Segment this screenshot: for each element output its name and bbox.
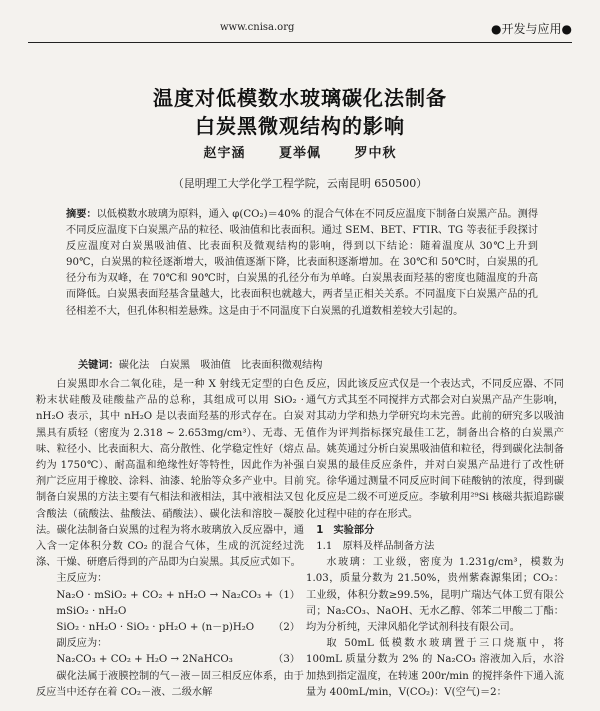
equation-1: [36, 588, 304, 620]
abstract-text: 以低模数水玻璃为原料，通入 φ(CO₂)＝40% 的混合气体在不同反应温度下制备白炭黑产品。测得不同反应温度下白炭黑产品的粒径、吸油值和比表面积。通过 SEM、BET、FTIR、TG 等表征手段探讨反应温度对白炭黑吸油值、比表面积及微观结构的影响，得到以下结论：随着温度从 30℃上升到 90℃，白炭黑的粒径逐渐增大，吸油值逐渐下降，比表面积逐渐增加。在 30℃和 50℃时，白炭黑的孔径分布为双峰，在 70℃和 90℃时，白炭黑的孔径分布为单峰。白炭黑表面羟基的密度也随温度的升高而降低。白炭黑表面羟基含量越大，比表面积也就越大，两者呈正相关关系。不同温度下白炭黑产品的孔径相差不大，但孔体积相差悬殊。这是由于不同温度下白炭黑的孔道数相差较大引起的。: [66, 209, 539, 317]
author-3: 罗中秋: [354, 146, 397, 161]
equation-1-text: Na₂O · mSiO₂ + CO₂ + nH₂O → Na₂CO₃ + mSiO₂ · nH₂O: [56, 589, 274, 617]
abstract: [66, 207, 538, 320]
equation-2-number: （2）: [273, 622, 300, 634]
section-label: ●开发与应用●: [491, 22, 572, 36]
keywords-text: 碳化法 白炭黑 吸油值 比表面积微观结构: [118, 360, 323, 371]
abstract-label: 摘要：: [66, 209, 97, 220]
paper-title-line2: 白炭黑微观结构的影响: [195, 114, 405, 138]
equation-2: [36, 620, 304, 636]
equation-3: [36, 652, 304, 668]
main-reaction-label: 主反应为：: [56, 573, 108, 585]
paper-title-line1: 温度对低模数水玻璃碳化法制备: [153, 86, 447, 110]
intro-paragraph: 白炭黑即水合二氧化硅，是一种 X 射线无定型的白色粉末状硅酸及硅酸盐产品的总称，其组成可以用 SiO₂ · nH₂O 表示，其中 nH₂O 是以表面羟基的形式存在。白炭黑具有质轻（密度为 2.318 ~ 2.653mg/cm³）、无毒、无味、粒径小、比表面积大、高分散性、化学稳定性好（熔点约为 1750℃）、耐高温和绝缘性好等特性，因此作为补强剂广泛应用于橡胶、涂料、油漆、轮胎等众多产业中。目前制备白炭黑的方法主要有气相法和液相法，其中液相法又包含酸法（硫酸法、盐酸法、硝酸法）、碳化法和溶胶－凝胶法。碳化法制备白炭黑的过程为将水玻璃放入反应器中，通入含一定体积分数 CO₂ 的混合气体，生成的沉淀经过洗涤、干燥、研磨后得到的产品即为白炭黑。其反应式如下。: [36, 379, 304, 569]
author-2: 夏举佩: [278, 146, 321, 161]
materials-paragraph: 水玻璃：工业级，密度为 1.231g/cm³，模数为 1.03，质量分数为 21.50%，贵州紫森源集团；CO₂：工业级，体积分数≥99.5%，昆明广瑞达气体工贸有限公司；Na₂CO₃、NaOH、无水乙醇、邻苯二甲酸二丁酯：均为分析纯，天津风船化学试剂科技有限公司。: [306, 557, 564, 634]
journal-url: www.cnisa.org: [220, 22, 295, 33]
equation-2-text: SiO₂ · nH₂O · SiO₂ · pH₂O + (n－p)H₂O: [56, 622, 255, 634]
affiliation: （昆明理工大学化学工程学院，云南昆明 650500）: [172, 177, 428, 190]
running-header: [28, 22, 572, 38]
continued-paragraph: 反应，因此该反应式仅是一个表达式，不同反应器、不同通气方式其至不同搅拌方式都会对白炭黑产品产生影响，对其动力学和热力学研究均未完善。此前的研究多以吸油值作为评判指标探究最佳工艺，制备出合格的白炭黑产品。姚英通过分析白炭黑吸油值和粒径，得到碳化法制备白炭黑的最佳反应条件，并对白炭黑产品进行了改性研究。徐华通过测量不同反应时间下硅酸钠的浓度，得到碳化反应是二级不可逆反应。李敏利用²⁹Si 核磁共振追踪碳化过程中硅的存在形式。: [306, 379, 564, 520]
keywords-label: 关键词：: [78, 360, 119, 371]
keywords: [78, 356, 323, 371]
equation-1-number: （1）: [273, 589, 300, 601]
side-reaction-label: 副反应为：: [56, 638, 108, 650]
body-column-right: [306, 377, 564, 701]
author-1: 赵宇涵: [203, 146, 246, 161]
carbonation-paragraph: 碳化法属于液膜控制的气－液－固三相反应体系，由于反应当中还存在着 CO₂－液、二级水解: [36, 670, 304, 698]
body-column-left: [36, 377, 304, 701]
author-list: [0, 142, 600, 161]
procedure-paragraph: 取 50mL 低模数水玻璃置于三口烧瓶中，将 100mL 质量分数为 2% 的 Na₂CO₃ 溶液加入后，水浴加热到指定温度，在转速 200r/min 的搅拌条件下通入流量为 400mL/min，V(CO₂)：V(空气)＝2：: [306, 638, 564, 698]
equation-3-text: Na₂CO₃ + CO₂ + H₂O → 2NaHCO₃: [56, 654, 233, 666]
section-heading-1: 1 实验部分: [316, 524, 375, 536]
equation-3-number: （3）: [273, 654, 300, 666]
subsection-heading-1-1: 1.1 原料及样品制备方法: [316, 541, 435, 553]
header-rule: [28, 42, 572, 43]
